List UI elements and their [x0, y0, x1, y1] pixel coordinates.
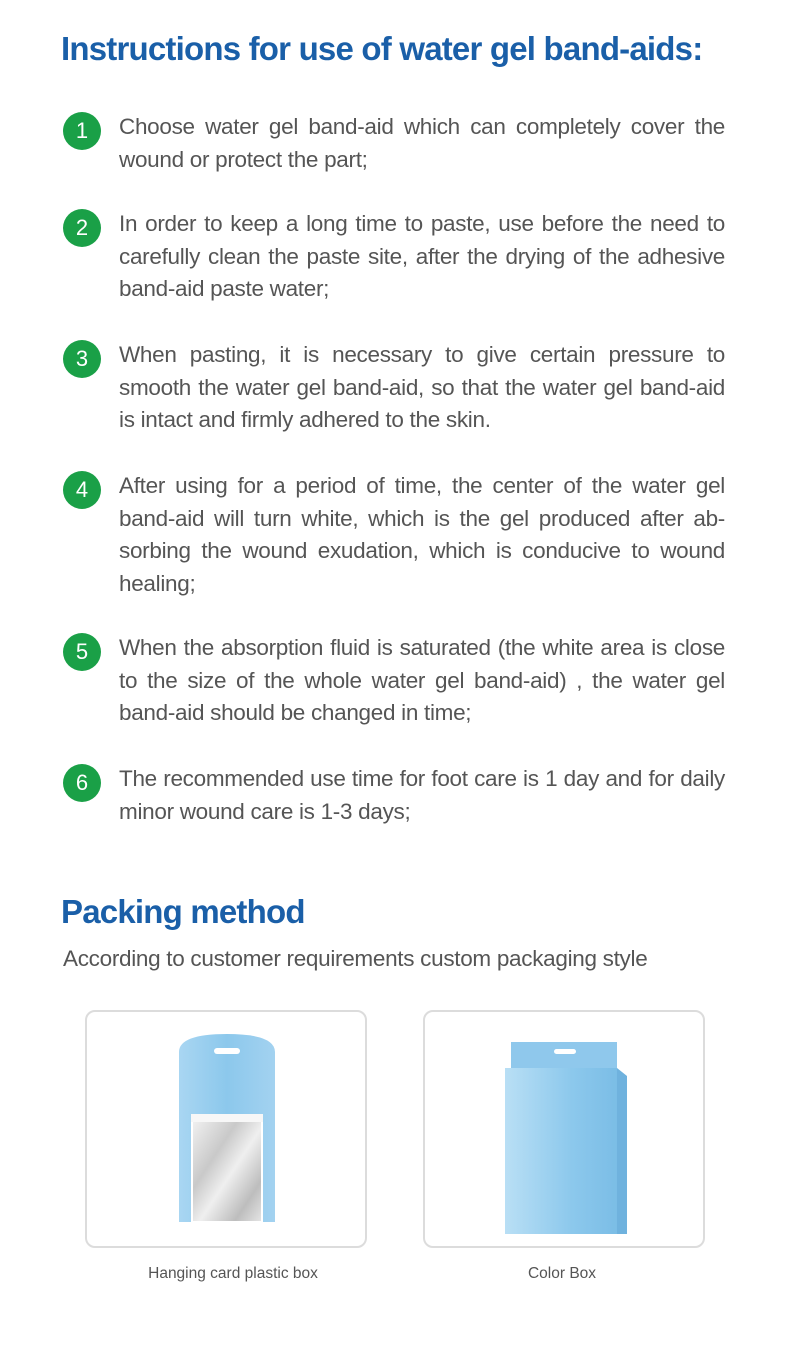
instructions-title: Instructions for use of water gel band-aids:	[61, 30, 703, 67]
packing-title: Packing method	[61, 893, 305, 930]
step-number-badge: 3	[63, 340, 101, 378]
step-number-badge: 6	[63, 764, 101, 802]
step-text: When the absorption fluid is saturated (the white area is close to the size of the whole water gel band-aid) , the water gel band-aid should be changed in time;	[119, 635, 725, 725]
step-number-badge: 5	[63, 633, 101, 671]
step-text: Choose water gel band-aid which can completely cover the wound or protect the part;	[119, 114, 725, 172]
step-text: After using for a period of time, the center of the water gel band-aid will turn white, which is the gel produced after ab-sorbing the wound exudation, which is conducive to wound healing;	[119, 473, 725, 596]
step-text: In order to keep a long time to paste, use before the need to carefully clean the paste site, after the drying of the adhesive band-aid paste water;	[119, 211, 725, 301]
step-number-badge: 2	[63, 209, 101, 247]
hanging-card-box-card	[85, 1010, 367, 1248]
step-number-badge: 4	[63, 471, 101, 509]
step-text: When pasting, it is necessary to give certain pressure to smooth the water gel band-aid, so that the water gel band-aid is intact and firmly adhered to the skin.	[119, 342, 725, 432]
color-box-image	[425, 1012, 703, 1246]
color-box-card	[423, 1010, 705, 1248]
color-box-caption: Color Box	[527, 1265, 597, 1282]
packing-description: According to customer requirements custom packaging style	[63, 946, 648, 971]
step-number-badge: 1	[63, 112, 101, 150]
hanging-card-box-caption: Hanging card plastic box	[148, 1265, 318, 1282]
step-text: The recommended use time for foot care is 1 day and for daily minor wound care is 1-3 days;	[119, 766, 725, 824]
hanging-card-box-image	[87, 1012, 365, 1246]
